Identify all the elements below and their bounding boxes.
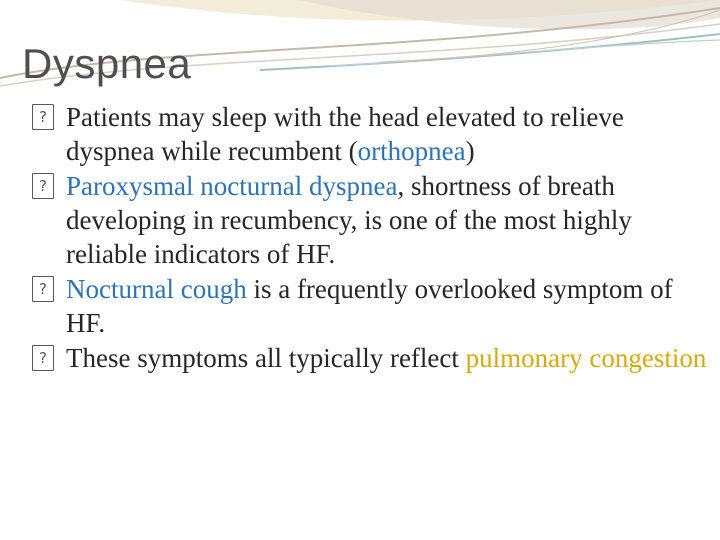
bullet-item [32, 100, 712, 168]
bullet-text: Patients may sleep with the head elevated to relieve dyspnea while recumbent ( [66, 102, 624, 166]
bullet-item [32, 169, 712, 271]
bullet-item [32, 341, 712, 375]
bullet-text: , shortness of breath developing in recumbency, is one of the most highly reliable indicators of HF. [66, 171, 632, 269]
bullet-text: is a frequently overlooked symptom of HF. [66, 274, 673, 338]
highlight-term: Paroxysmal nocturnal dyspnea [66, 171, 398, 201]
highlight-term: Nocturnal cough [66, 274, 247, 304]
bullet-text: These symptoms all typically reflect [66, 343, 466, 373]
slide-title: Dyspnea [22, 40, 192, 87]
highlight-term: orthopnea [357, 136, 466, 166]
bullet-item [32, 272, 712, 340]
missing-glyph-box-icon [32, 345, 54, 371]
missing-glyph-box-icon [32, 104, 54, 130]
bullet-list [32, 100, 712, 376]
bullet-text: ) [465, 136, 475, 166]
missing-glyph-box-icon [32, 276, 54, 302]
missing-glyph-box-icon [32, 173, 54, 199]
highlight-term: pulmonary congestion [465, 343, 707, 373]
